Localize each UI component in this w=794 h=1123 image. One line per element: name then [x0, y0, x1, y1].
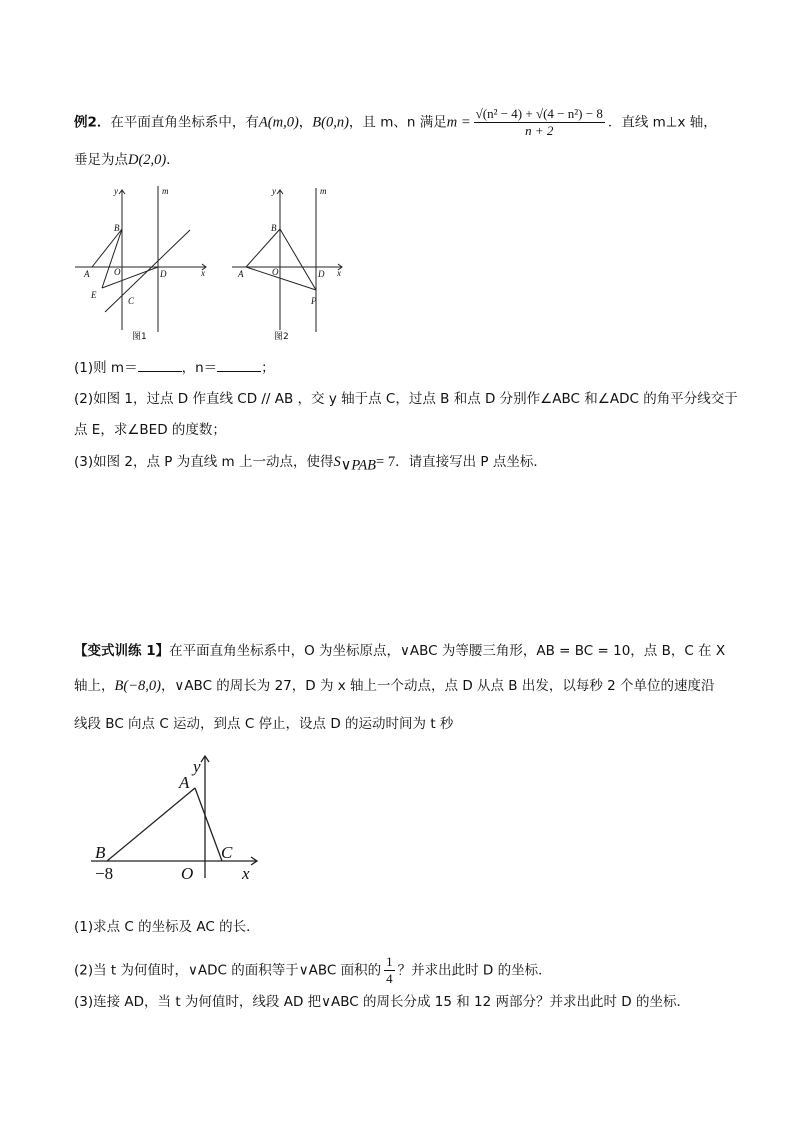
example2-title: 例2．	[74, 114, 111, 131]
variant1-question-3: (3)连接 AD，当 t 为何值时，线段 AD 把∨ABC 的周长分成 15 和 12 两部分？并求出此时 D 的坐标．	[74, 994, 690, 1010]
fig2-label-a: A	[238, 269, 244, 279]
fig2-label-y: y	[272, 186, 276, 196]
example2-line1-mid: ，且 m、n 满足	[348, 114, 447, 131]
example2-line1-post: ．直线 m⊥x 轴，	[607, 114, 717, 131]
fig2-label-o: O	[272, 267, 279, 277]
point-a: A(m,0)	[258, 114, 299, 131]
fig2-segment-ab	[246, 229, 280, 267]
variant1-line2-post: ，∨ABC 的周长为 27，D 为 x 轴上一个动点，点 D 从点 B 出发，以每秒 2 个单位的速度沿	[160, 678, 715, 694]
fig1-label-x: x	[201, 268, 205, 278]
n-answer-blank[interactable]	[217, 357, 261, 372]
quarter-denominator: 4	[386, 971, 393, 986]
quarter-numerator: 1	[386, 954, 393, 969]
fig2-label-x: x	[337, 268, 341, 278]
comma: ，	[298, 114, 313, 131]
variant-segment-ba	[107, 788, 195, 861]
variant-label-o: O	[181, 864, 194, 883]
q1-mid: ，n＝	[181, 360, 218, 376]
fig1-label-e: E	[91, 290, 97, 300]
figure-2	[228, 182, 353, 342]
fig1-label-o: O	[114, 267, 121, 277]
fig2-caption: 图2	[274, 332, 289, 342]
v-q2-post: ？并求出此时 D 的坐标．	[397, 962, 552, 979]
figure-1	[70, 182, 215, 342]
variant-label-a: A	[179, 773, 190, 792]
condition-fraction	[474, 106, 605, 139]
one-quarter-fraction	[384, 954, 395, 987]
variant1-line2-pre: 轴上，	[74, 678, 115, 694]
fig2-label-b: B	[271, 223, 277, 233]
variant1-title: 【变式训练 1】	[74, 643, 170, 659]
q1-post: ；	[261, 360, 275, 376]
example2-question-2-line1: (2)如图 1，过点 D 作直线 CD // AB ，交 y 轴于点 C，过点 B 和点 D 分别作∠ABC 和∠ADC 的角平分线交于	[74, 391, 738, 407]
example2-question-2-line2: 点 E，求∠BED 的度数；	[74, 422, 226, 438]
q3-pre: (3)如图 2，点 P 为直线 m 上一动点，使得	[74, 454, 334, 470]
fig1-segment-be	[102, 229, 122, 288]
example2-line2	[74, 150, 180, 170]
variant1-line1	[74, 641, 725, 661]
fig2-segment-ap	[246, 267, 316, 290]
fig1-label-d: D	[160, 269, 167, 279]
m-answer-blank[interactable]	[138, 357, 182, 372]
example2-question-3	[74, 452, 547, 476]
variant-label-y: y	[193, 757, 201, 776]
example2-question-1	[74, 357, 275, 378]
variant-label-minus-8: −8	[95, 864, 114, 883]
fraction-denominator: n + 2	[525, 123, 554, 138]
variant1-line2	[74, 676, 715, 696]
variant-label-x: x	[242, 864, 250, 883]
example2-line1	[74, 106, 717, 139]
variant1-point-b: B(−8,0)	[114, 678, 161, 694]
fig1-label-c: C	[128, 296, 135, 306]
point-d: D(2,0)	[128, 152, 167, 168]
v-q2-pre: (2)当 t 为何值时，∨ADC 的面积等于∨ABC 面积的	[74, 962, 382, 979]
example2-line2-post: ．	[166, 152, 180, 168]
fig2-label-d: D	[318, 269, 325, 279]
variant1-question-2	[74, 954, 552, 987]
q3-area-symbol: S	[333, 454, 341, 470]
fig2-segment-bp	[280, 229, 316, 290]
q3-area-subscript: ∨PAB	[340, 457, 377, 474]
variant1-line1-text: 在平面直角坐标系中，O 为坐标原点，∨ABC 为等腰三角形，AB = BC = 10，点 B，C 在 X	[169, 643, 726, 659]
example2-line1-pre: 在平面直角坐标系中，有	[110, 114, 259, 131]
fig2-label-m: m	[320, 186, 327, 196]
fig1-caption: 图1	[132, 332, 147, 342]
fig2-label-p: P	[311, 296, 317, 306]
fig1-label-y: y	[114, 186, 118, 196]
variant-label-c: C	[221, 843, 233, 862]
fig1-segment-ed	[102, 267, 158, 288]
point-b: B(0,n)	[312, 114, 349, 131]
variant1-figure	[85, 748, 270, 888]
fig1-label-b: B	[114, 223, 120, 233]
variant-segment-ac	[195, 788, 222, 861]
fig1-label-a: A	[84, 269, 90, 279]
variant-label-b: B	[95, 843, 106, 862]
fig1-label-m: m	[162, 186, 169, 196]
q1-pre: (1)则 m＝	[74, 360, 138, 376]
fig1-segment-ab	[92, 229, 122, 267]
q3-area-value: = 7	[376, 454, 396, 470]
m-equals: m =	[446, 114, 471, 131]
fraction-numerator: √(n² − 4) + √(4 − n²) − 8	[475, 106, 603, 121]
variant1-question-1: (1)求点 C 的坐标及 AC 的长．	[74, 919, 260, 935]
q3-post: ．请直接写出 P 点坐标．	[395, 454, 547, 470]
variant1-line3: 线段 BC 向点 C 运动，到点 C 停止，设点 D 的运动时间为 t 秒	[74, 716, 454, 732]
example2-line2-pre: 垂足为点	[74, 152, 128, 168]
